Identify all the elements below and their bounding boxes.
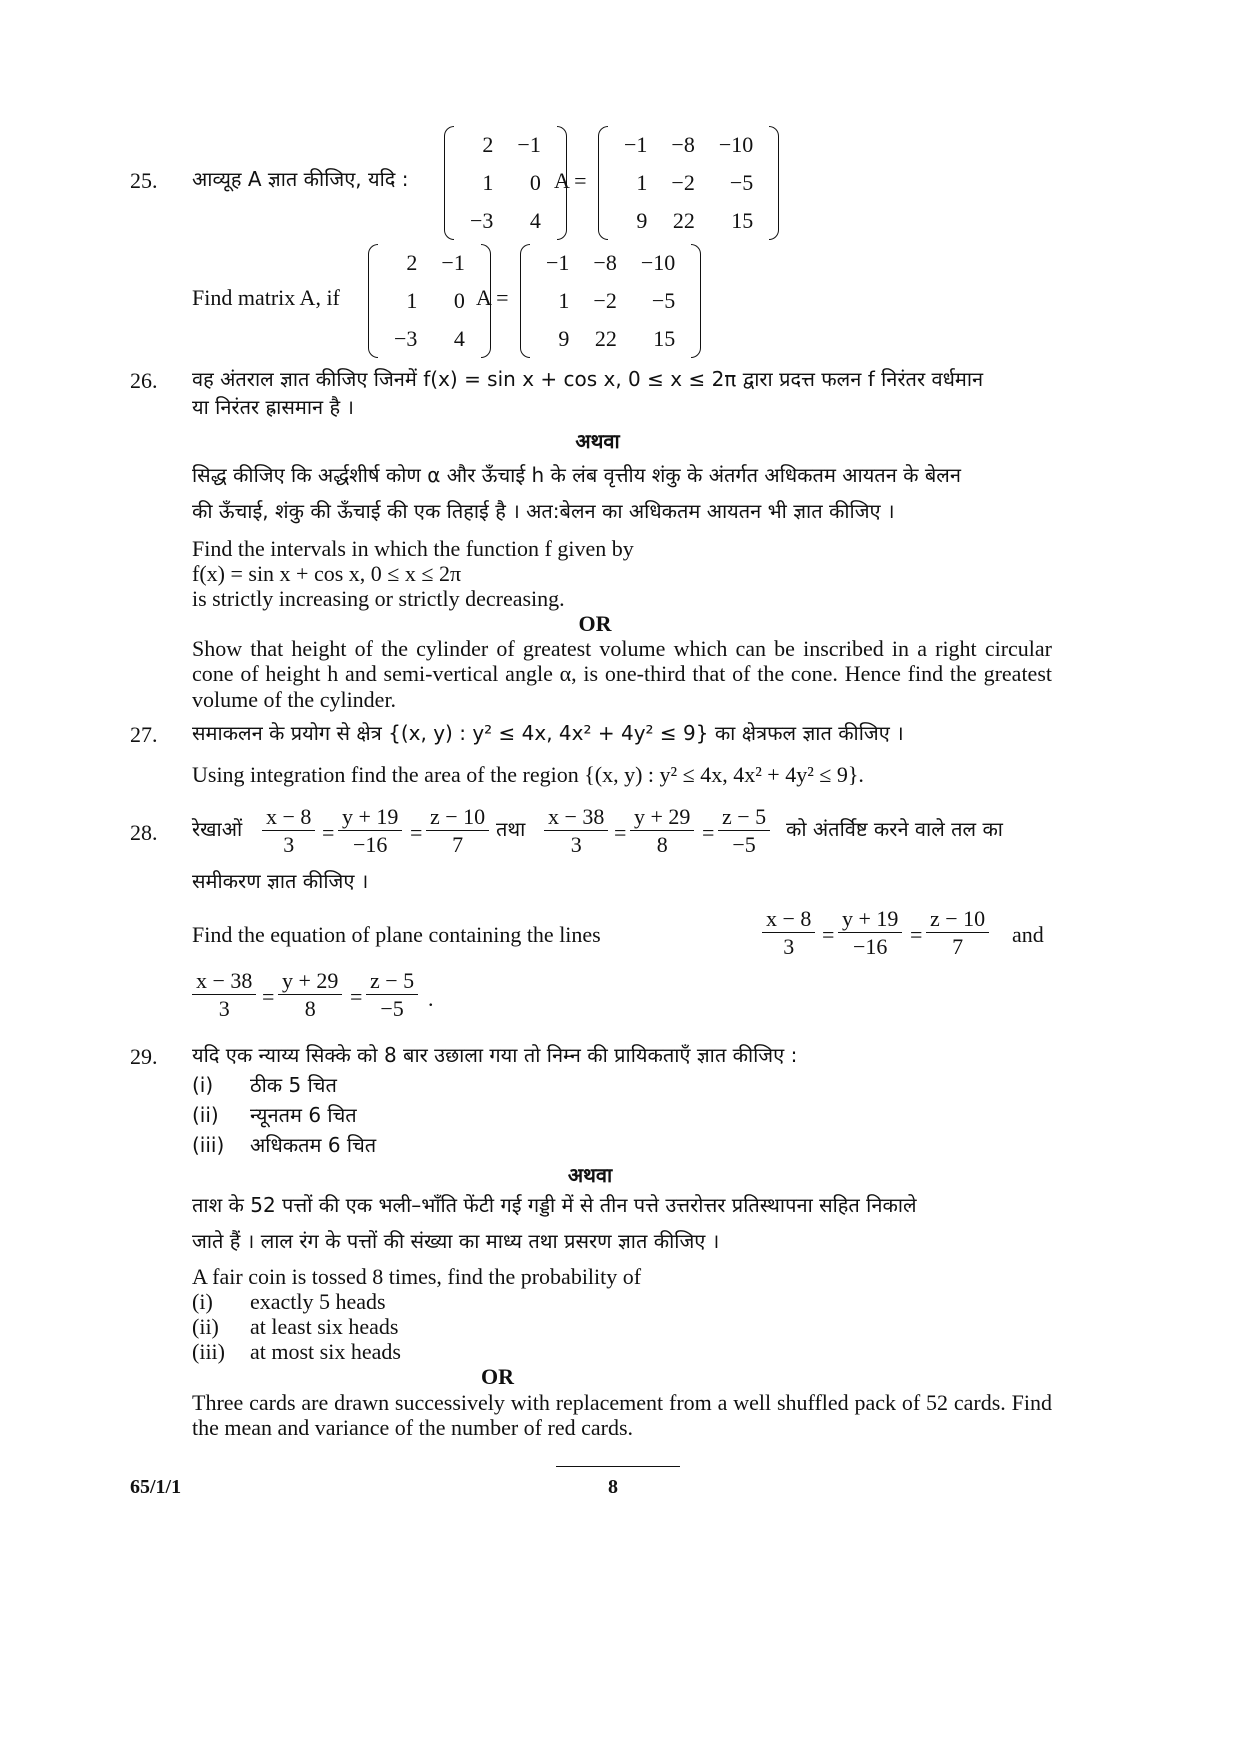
q28-hindi-and: तथा [496,817,526,841]
fraction-numerator: y + 19 [838,906,902,933]
matrix-cell: 1 [636,170,648,195]
fraction-denominator: 8 [656,832,668,858]
matrix-row [382,282,477,320]
period: . [428,986,434,1011]
fraction-numerator: z − 10 [426,804,489,831]
matrix-cell: 4 [529,208,541,233]
equals-sign: = [614,820,627,845]
equals-sign: = [822,922,835,947]
q26-or-hindi: अथवा [575,429,620,453]
q29-or-english: OR [481,1364,514,1389]
matrix-row [534,320,687,358]
equals-sign: = [322,820,335,845]
fraction-numerator: z − 5 [718,804,770,831]
fraction-denominator: −5 [380,996,404,1022]
matrix-cell: −10 [718,132,754,157]
q26-english-line2: f(x) = sin x + cos x, 0 ≤ x ≤ 2π [192,561,462,586]
q29-english-item-label: (ii) [192,1314,219,1339]
question-number-27: 27. [130,722,158,747]
matrix-cell: 1 [558,288,570,313]
matrix-cell: −8 [671,132,695,157]
fraction-numerator: y + 19 [338,804,402,831]
matrix-cell: 22 [672,208,695,233]
q25-english-right-matrix [520,244,701,358]
matrix-row [612,202,765,240]
matrix-cell: −3 [470,208,494,233]
fraction-numerator: x − 8 [762,906,815,933]
q29-hindi-item-label: (ii) [192,1103,219,1127]
q29-or-hindi: अथवा [567,1163,613,1187]
fraction-numerator: z − 10 [926,906,989,933]
fraction-denominator: 8 [304,996,316,1022]
q28-hindi-line1-frac-z [426,804,489,860]
matrix-row [458,126,553,164]
q29-hindi-item-label: (i) [192,1073,214,1097]
q26-english-line1: Find the intervals in which the function f given by [192,536,634,561]
q29-hindi-item-label: (iii) [192,1133,225,1157]
q26-or-english: OR [578,611,612,636]
q29-english-item-text: exactly 5 heads [250,1289,386,1314]
paper-code: 65/1/1 [130,1476,182,1498]
q29-english-item-text: at least six heads [250,1314,399,1339]
q28-english-line1-frac-x [762,906,815,962]
page-number: 8 [608,1476,618,1498]
q29-hindi: यदि एक न्याय्य सिक्के को 8 बार उछाला गया तो निम्न की प्रायिकताएँ ज्ञात कीजिए : [192,1043,798,1067]
matrix-cell: 0 [453,288,465,313]
equals-sign: = [262,984,275,1009]
matrix-cell: −10 [640,250,676,275]
q26-hindi-alt-line1: सिद्ध कीजिए कि अर्द्धशीर्ष कोण α और ऊँचाई h के लंब वृत्तीय शंकु के अंतर्गत अधिकतम आयतन के बेलन [192,463,961,487]
matrix-cell: −1 [546,250,570,275]
matrix-cell: 15 [731,208,754,233]
q29-hindi-alt-line2: जाते हैं । लाल रंग के पत्तों की संख्या का माध्य तथा प्रसरण ज्ञात कीजिए । [192,1229,720,1253]
q25-english-equals: A = [476,285,509,310]
equals-sign: = [350,984,363,1009]
q25-english-left-matrix [368,244,491,358]
q27-english: Using integration find the area of the region {(x, y) : y² ≤ 4x, 4x² + 4y² ≤ 9}. [192,762,864,787]
question-number-25: 25. [130,168,158,193]
q28-hindi-prefix: रेखाओं [192,817,243,841]
q26-hindi-line1: वह अंतराल ज्ञात कीजिए जिनमें f(x) = sin x + cos x, 0 ≤ x ≤ 2π द्वारा प्रदत्त फलन f निरंतर वर्धमान [192,367,984,391]
fraction-denominator: 3 [783,934,795,960]
matrix-cell: 1 [406,288,418,313]
q28-hindi-line2-frac-x [544,804,608,860]
q29-english-alt: Three cards are drawn successively with replacement from a well shuffled pack of 52 cards. Find the mean and variance of the number of red cards. [192,1390,1052,1441]
matrix-cell: −3 [394,326,418,351]
matrix-cell: 22 [594,326,617,351]
question-number-28: 28. [130,820,158,845]
fraction-numerator: x − 38 [192,968,256,995]
q28-english-and: and [1012,922,1044,947]
q28-english-line1-frac-z [926,906,989,962]
matrix-cell: 4 [453,326,465,351]
q26-hindi-line2: या निरंतर ह्रासमान है । [192,395,355,419]
fraction-denominator: −16 [353,832,388,858]
q28-hindi-line1-frac-x [262,804,315,860]
matrix-row [458,164,553,202]
matrix-row [534,282,687,320]
q28-english-line2-frac-x [192,968,256,1024]
matrix-cell: 9 [636,208,648,233]
q29-english-item-label: (iii) [192,1339,225,1364]
fraction-denominator: 7 [452,832,464,858]
q25-english-text: Find matrix A, if [192,285,340,310]
fraction-numerator: y + 29 [630,804,694,831]
question-number-29: 29. [130,1044,158,1069]
q28-hindi-suffix: को अंतर्विष्ट करने वाले तल का [786,817,1003,841]
q28-english-line2-frac-y [278,968,342,1024]
q28-hindi-line2: समीकरण ज्ञात कीजिए । [192,869,369,893]
matrix-cell: 2 [482,132,494,157]
q29-hindi-item-text: न्यूनतम 6 चित [250,1103,357,1127]
matrix-row [612,164,765,202]
q28-english-line2-frac-z [366,968,418,1024]
matrix-cell: −1 [517,132,541,157]
q25-hindi-equals: A = [554,168,587,193]
matrix-cell: −5 [651,288,676,313]
q25-hindi-right-matrix [598,126,779,240]
footer-divider [556,1466,680,1467]
q26-hindi-alt-line2: की ऊँचाई, शंकु की ऊँचाई की एक तिहाई है । अत:बेलन का अधिकतम आयतन भी ज्ञात कीजिए । [192,499,895,523]
matrix-cell: 15 [653,326,676,351]
q25-hindi-text: आव्यूह A ज्ञात कीजिए, यदि : [192,167,409,191]
q28-hindi-line2-frac-y [630,804,694,860]
q26-english-line3: is strictly increasing or strictly decreasing. [192,586,565,611]
q27-hindi: समाकलन के प्रयोग से क्षेत्र {(x, y) : y² ≤ 4x, 4x² + 4y² ≤ 9} का क्षेत्रफल ज्ञात कीजिए । [192,721,904,745]
matrix-row [458,202,553,240]
q29-english: A fair coin is tossed 8 times, find the probability of [192,1264,642,1289]
equals-sign: = [702,820,715,845]
q28-english-line1-frac-y [838,906,902,962]
matrix-cell: −2 [593,288,617,313]
matrix-cell: 1 [482,170,494,195]
matrix-cell: −5 [729,170,754,195]
matrix-cell: 9 [558,326,570,351]
fraction-denominator: 3 [218,996,230,1022]
fraction-denominator: 7 [952,934,964,960]
fraction-numerator: z − 5 [366,968,418,995]
equals-sign: = [410,820,423,845]
matrix-cell: −2 [671,170,695,195]
q25-hindi-left-matrix [444,126,567,240]
matrix-row [382,244,477,282]
q26-english-alt: Show that height of the cylinder of greatest volume which can be inscribed in a right circular cone of height h and semi-vertical angle α, is one-third that of the cone. Hence find the greatest volume of the cylinder. [192,636,1052,712]
q29-english-item-label: (i) [192,1289,213,1314]
q29-english-item-text: at most six heads [250,1339,401,1364]
fraction-numerator: y + 29 [278,968,342,995]
matrix-cell: −1 [624,132,648,157]
matrix-cell: −1 [441,250,465,275]
matrix-row [382,320,477,358]
matrix-cell: 0 [529,170,541,195]
q28-hindi-line1-frac-y [338,804,402,860]
fraction-numerator: x − 38 [544,804,608,831]
fraction-denominator: −5 [732,832,756,858]
q29-hindi-alt-line1: ताश के 52 पत्तों की एक भली–भाँति फेंटी गई गड्डी में से तीन पत्ते उत्तरोत्तर प्रतिस्थापना सहित निकाले [192,1193,917,1217]
fraction-numerator: x − 8 [262,804,315,831]
matrix-cell: 2 [406,250,418,275]
equals-sign: = [910,922,923,947]
matrix-cell: −8 [593,250,617,275]
q28-hindi-line2-frac-z [718,804,770,860]
fraction-denominator: 3 [283,832,295,858]
q29-hindi-item-text: अधिकतम 6 चित [250,1133,377,1157]
q29-hindi-item-text: ठीक 5 चित [250,1073,337,1097]
matrix-row [612,126,765,164]
fraction-denominator: 3 [570,832,582,858]
fraction-denominator: −16 [853,934,888,960]
q28-english-prefix: Find the equation of plane containing the lines [192,922,601,947]
question-number-26: 26. [130,368,158,393]
matrix-row [534,244,687,282]
